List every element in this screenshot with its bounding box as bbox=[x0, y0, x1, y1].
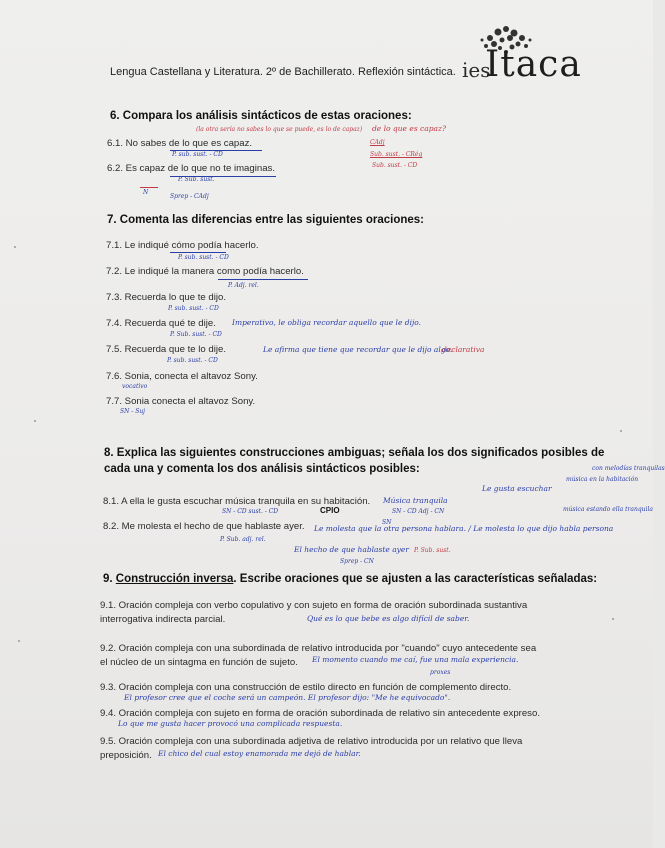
s8-a2-line: El hecho de que hablaste ayer bbox=[294, 545, 409, 554]
answer-9-5: El chico del cual estoy enamorada me dejó de hablar. bbox=[158, 749, 361, 758]
s7-a5-note: Le afirma que tiene que recordar que le dijo algo. bbox=[263, 345, 453, 354]
s7-a1: P. sub. sust. - CD bbox=[178, 254, 229, 261]
s8-r2: música en la habitación bbox=[566, 476, 639, 483]
question-9-2: 9.2. Oración compleja con una subordinada de relativo introducida por "cuando" cuyo antecedente sea bbox=[100, 643, 537, 654]
s7-a3: P. sub. sust. - CD bbox=[168, 305, 219, 312]
s8-r3: con melodías tranquilas bbox=[592, 465, 665, 472]
answer-9-4: Lo que me gusta hacer provocó una complicada respuesta. bbox=[118, 719, 343, 728]
s8-a2-tags: Sprep - CN bbox=[340, 558, 374, 565]
question-9-1: 9.1. Oración compleja con verbo copulativo y con sujeto en forma de oración subordinada sustantiva bbox=[100, 600, 528, 611]
s7-a7: SN - Suj bbox=[120, 408, 146, 415]
s8-a2-note: Le molesta que la otra persona hablara. / Le molesta lo que dijo habla persona bbox=[314, 524, 614, 533]
question-7-5: 7.5. Recuerda que te lo dije. bbox=[106, 344, 227, 355]
section6-title: 6. Compara los análisis sintácticos de estas oraciones: bbox=[110, 110, 412, 122]
s7-a6: vocativo bbox=[122, 383, 148, 390]
s6-tag-cd: Sub. sust. - CD bbox=[372, 162, 418, 169]
s7-a5-red: declarativa bbox=[442, 345, 485, 354]
question-9-5: 9.5. Oración compleja con una subordinada adjetiva de relativo introducida por un relativo que lleva bbox=[100, 736, 523, 747]
section8-title: 8. Explica las siguientes construcciones ambiguas; señala los dos significados posibles de bbox=[104, 447, 605, 459]
s7-a2: P. Adj. rel. bbox=[228, 282, 259, 289]
s6-tag-crég: Sub. sust. - CRég bbox=[370, 151, 423, 158]
answer-9-2: El momento cuando me caí, fue una mala experiencia. bbox=[312, 655, 519, 664]
question-9-1b: interrogativa indirecta parcial. bbox=[100, 614, 226, 625]
s6-n: N bbox=[143, 189, 149, 196]
s8-r4: música estando ella tranquila bbox=[563, 506, 653, 513]
answer-9-1: Qué es lo que bebe es algo difícil de saber. bbox=[307, 614, 470, 623]
section9-title: 9. Construcción inversa. Escribe oraciones que se ajusten a las características señaladas: bbox=[103, 573, 598, 585]
s6-under-1: P. sub. sust. - CD bbox=[172, 151, 223, 158]
question-9-4: 9.4. Oración compleja con sujeto en forma de oración subordinada de relativo sin antecedente expreso. bbox=[100, 708, 540, 719]
question-9-2b: el núcleo de un sintagma en función de sujeto. bbox=[100, 657, 298, 668]
question-6-1: 6.1. No sabes de lo que es capaz. bbox=[107, 138, 253, 149]
s8-under: SN - CD sust. - CD bbox=[222, 508, 279, 515]
question-9-3: 9.3. Oración compleja con una construcción de estilo directo en función de complemento directo. bbox=[100, 682, 512, 693]
s8-a2-red: P. Sub. sust. bbox=[414, 547, 451, 554]
header-title: Lengua Castellana y Literatura. 2º de Bachillerato. Reflexión sintáctica. bbox=[110, 66, 456, 78]
answer-9-3: El profesor cree que el coche será un campeón. El profesor dijo: "Me he equivocado". bbox=[124, 693, 451, 702]
question-6-2: 6.2. Es capaz de lo que no te imaginas. bbox=[107, 163, 275, 174]
s6-note-red: (la otra sería no sabes lo que se puede, es lo de capaz) bbox=[196, 126, 363, 133]
question-9-5b: preposición. bbox=[100, 750, 152, 761]
question-8-1: 8.1. A ella le gusta escuchar música tranquila en su habitación. bbox=[103, 496, 371, 507]
question-7-3: 7.3. Recuerda lo que te dijo. bbox=[106, 292, 227, 303]
question-7-2: 7.2. Le indiqué la manera como podía hacerlo. bbox=[106, 266, 304, 277]
s7-a4-note: Imperativo, le obliga recordar aquello que le dijo. bbox=[232, 318, 422, 327]
answer-9-2-sub: proxes bbox=[430, 669, 451, 676]
s8-tags: SN - CD Adj - CN bbox=[392, 508, 445, 515]
logo-itaca: Itaca bbox=[485, 44, 582, 85]
question-7-4: 7.4. Recuerda qué te dije. bbox=[106, 318, 216, 329]
s8-a2-under: P. Sub. adj. rel. bbox=[220, 536, 266, 543]
logo-ies: ies bbox=[462, 58, 491, 82]
question-8-2: 8.2. Me molesta el hecho de que hablaste ayer. bbox=[103, 521, 305, 532]
question-7-7: 7.7. Sonia conecta el altavoz Sony. bbox=[106, 396, 256, 407]
s8-cpio: CPIO bbox=[320, 506, 340, 515]
s7-a4: P. Sub. sust. - CD bbox=[170, 331, 222, 338]
s6-tag-cadj: CAdj bbox=[370, 139, 385, 146]
s8-right: Le gusta escuchar bbox=[482, 484, 552, 493]
s8-music: Música tranquila bbox=[383, 496, 448, 505]
s6-under-2: P. Sub. sust. bbox=[178, 176, 215, 183]
section8-title-2: cada una y comenta los dos análisis sintácticos posibles: bbox=[104, 463, 420, 475]
s6-sprep: Sprep - CAdj bbox=[170, 193, 209, 200]
s7-a5: P. sub. sust. - CD bbox=[167, 357, 218, 364]
question-7-1: 7.1. Le indiqué cómo podía hacerlo. bbox=[106, 240, 259, 251]
s8-sn: SN bbox=[382, 519, 392, 526]
s6-note-right: de lo que es capaz? bbox=[372, 124, 446, 133]
question-7-6: 7.6. Sonia, conecta el altavoz Sony. bbox=[106, 371, 258, 382]
section7-title: 7. Comenta las diferencias entre las siguientes oraciones: bbox=[107, 214, 425, 226]
